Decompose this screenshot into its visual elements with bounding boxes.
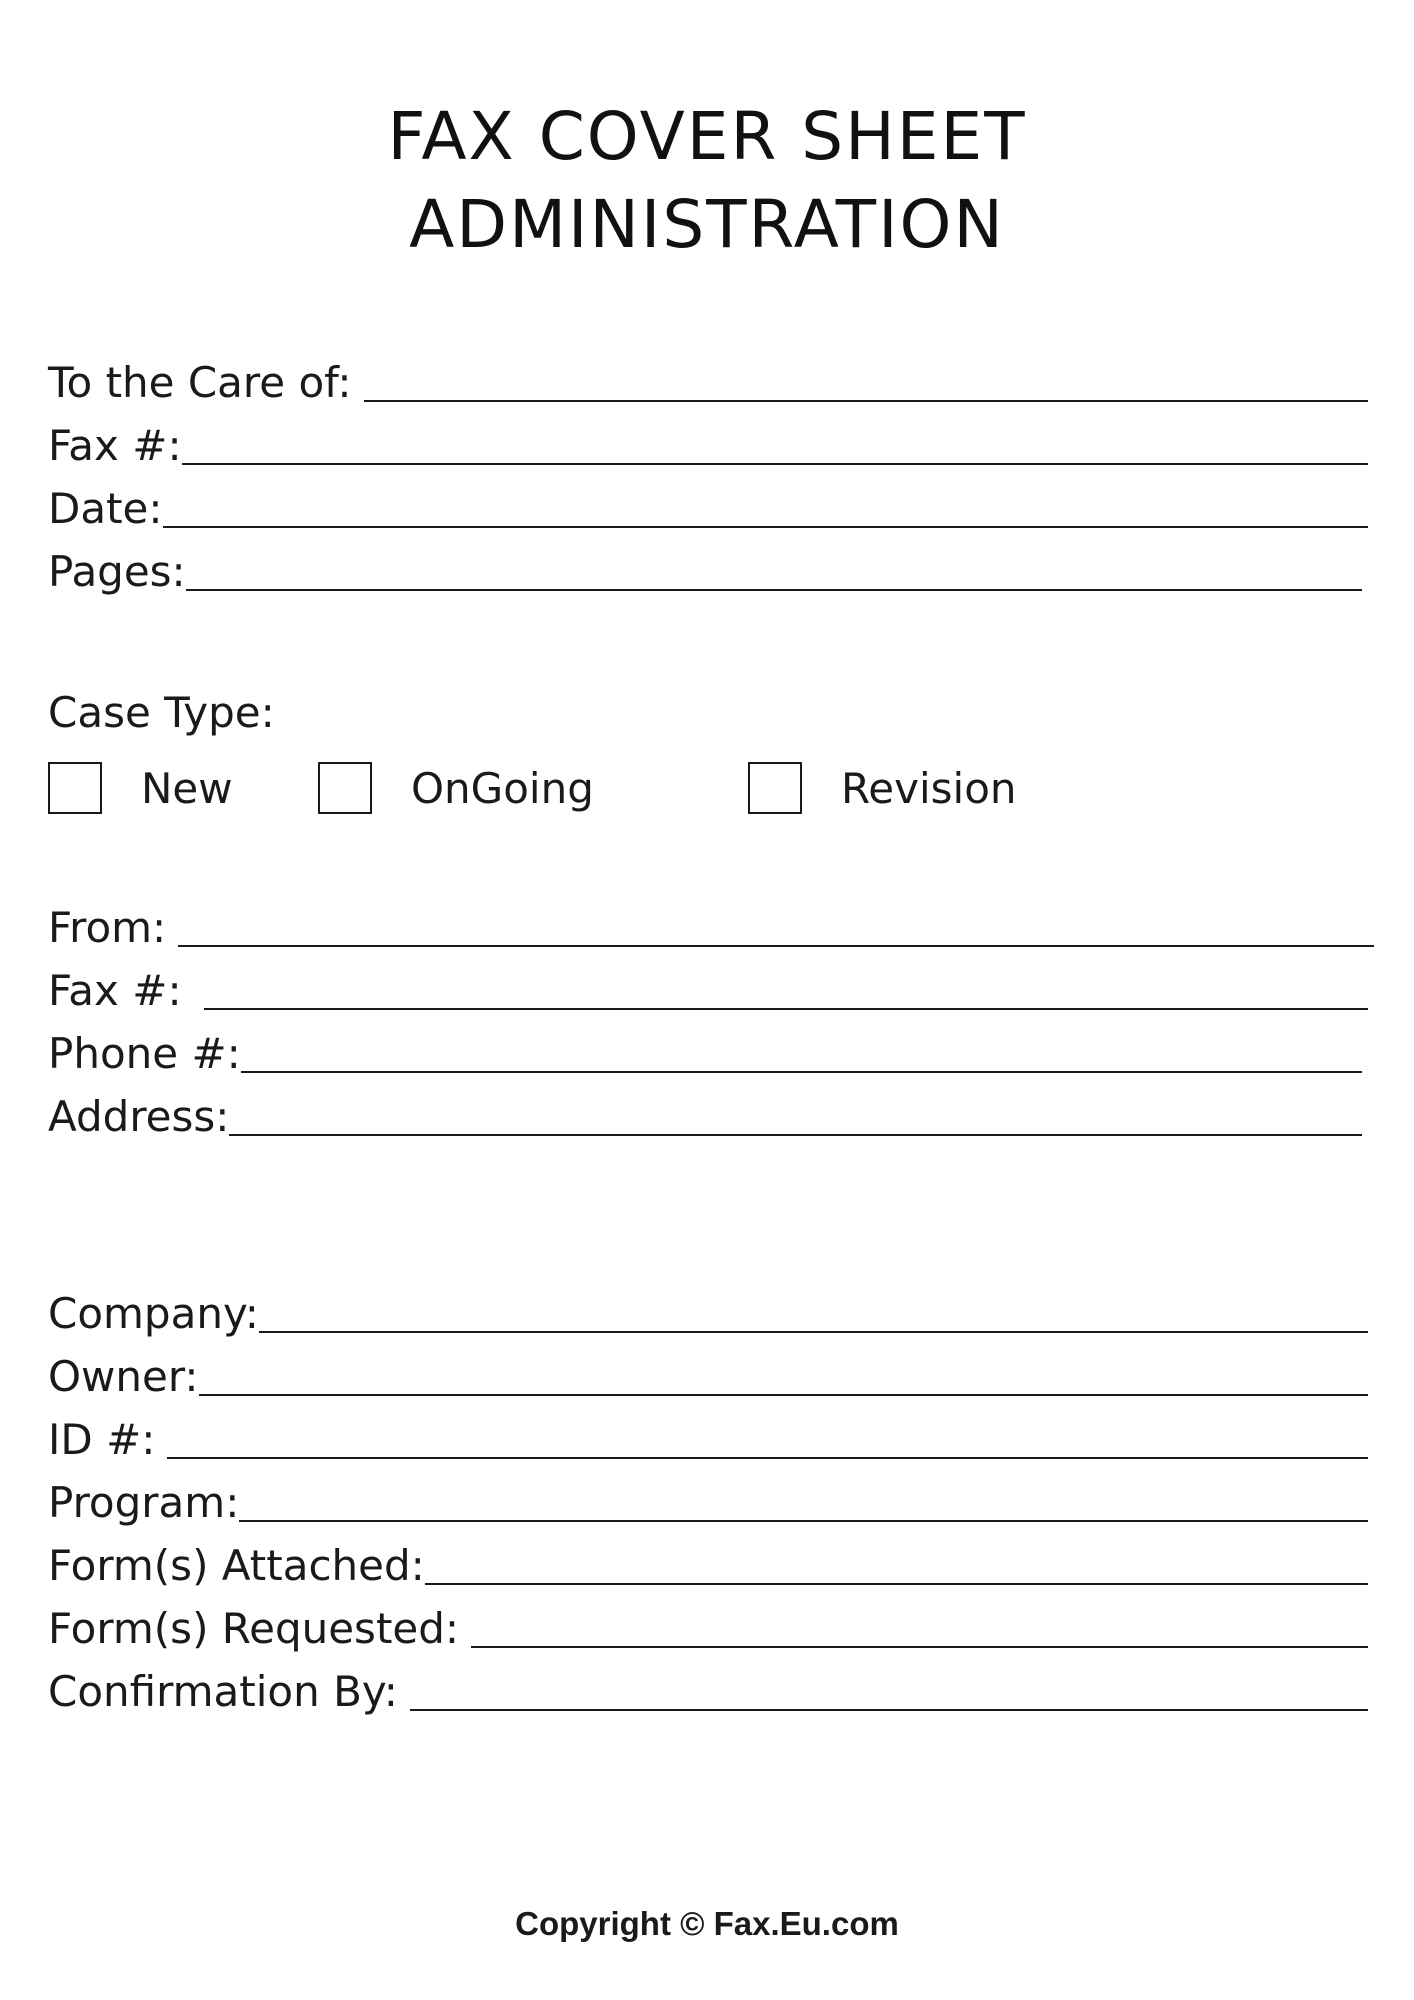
case-type-option-new[interactable] <box>48 760 233 816</box>
forms-requested-label: Form(s) Requested: <box>48 1604 460 1653</box>
pages-line[interactable] <box>186 589 1362 591</box>
forms-requested-line[interactable] <box>471 1646 1368 1648</box>
recipient-fax-line[interactable] <box>182 463 1368 465</box>
pages-field[interactable] <box>48 549 1362 599</box>
date-field[interactable] <box>48 486 1368 536</box>
ongoing-option-label: OnGoing <box>411 763 594 813</box>
confirmation-line[interactable] <box>410 1709 1368 1711</box>
id-line[interactable] <box>167 1457 1368 1459</box>
forms-attached-line[interactable] <box>425 1583 1368 1585</box>
sender-fax-field[interactable] <box>48 968 1368 1018</box>
from-field[interactable] <box>48 905 1374 955</box>
from-label: From: <box>48 903 167 952</box>
forms-attached-field[interactable] <box>48 1543 1368 1593</box>
care-of-line[interactable] <box>364 400 1368 402</box>
sender-fax-label: Fax #: <box>48 966 182 1015</box>
owner-field[interactable] <box>48 1354 1368 1404</box>
case-type-label: Case Type: <box>48 688 275 737</box>
sender-fax-line[interactable] <box>204 1008 1368 1010</box>
care-of-label: To the Care of: <box>48 358 352 407</box>
company-line[interactable] <box>259 1331 1368 1333</box>
page-subtitle: ADMINISTRATION <box>409 186 1005 263</box>
phone-label: Phone #: <box>48 1029 241 1078</box>
forms-attached-label: Form(s) Attached: <box>48 1541 425 1590</box>
revision-checkbox[interactable] <box>748 762 802 814</box>
address-line[interactable] <box>229 1134 1362 1136</box>
id-label: ID #: <box>48 1415 156 1464</box>
confirmation-field[interactable] <box>48 1669 1368 1719</box>
owner-label: Owner: <box>48 1352 199 1401</box>
from-line[interactable] <box>178 945 1374 947</box>
forms-requested-field[interactable] <box>48 1606 1368 1656</box>
care-of-field[interactable] <box>48 360 1368 410</box>
ongoing-checkbox[interactable] <box>318 762 372 814</box>
recipient-fax-field[interactable] <box>48 423 1368 473</box>
revision-option-label: Revision <box>841 763 1017 813</box>
page-title: FAX COVER SHEET <box>387 98 1027 175</box>
phone-field[interactable] <box>48 1031 1362 1081</box>
program-field[interactable] <box>48 1480 1368 1530</box>
copyright-footer: Copyright © Fax.Eu.com <box>515 1905 899 1942</box>
new-option-label: New <box>141 763 233 813</box>
program-label: Program: <box>48 1478 240 1527</box>
new-checkbox[interactable] <box>48 762 102 814</box>
company-field[interactable] <box>48 1291 1368 1341</box>
company-label: Company: <box>48 1289 259 1338</box>
id-field[interactable] <box>48 1417 1368 1467</box>
address-field[interactable] <box>48 1094 1362 1144</box>
recipient-fax-label: Fax #: <box>48 421 182 470</box>
case-type-option-revision[interactable] <box>748 760 1017 816</box>
program-line[interactable] <box>239 1520 1368 1522</box>
owner-line[interactable] <box>199 1394 1368 1396</box>
pages-label: Pages: <box>48 547 186 596</box>
date-label: Date: <box>48 484 163 533</box>
date-line[interactable] <box>163 526 1368 528</box>
case-type-option-ongoing[interactable] <box>318 760 594 816</box>
phone-line[interactable] <box>241 1071 1362 1073</box>
confirmation-label: Confirmation By: <box>48 1667 398 1716</box>
address-label: Address: <box>48 1092 230 1141</box>
